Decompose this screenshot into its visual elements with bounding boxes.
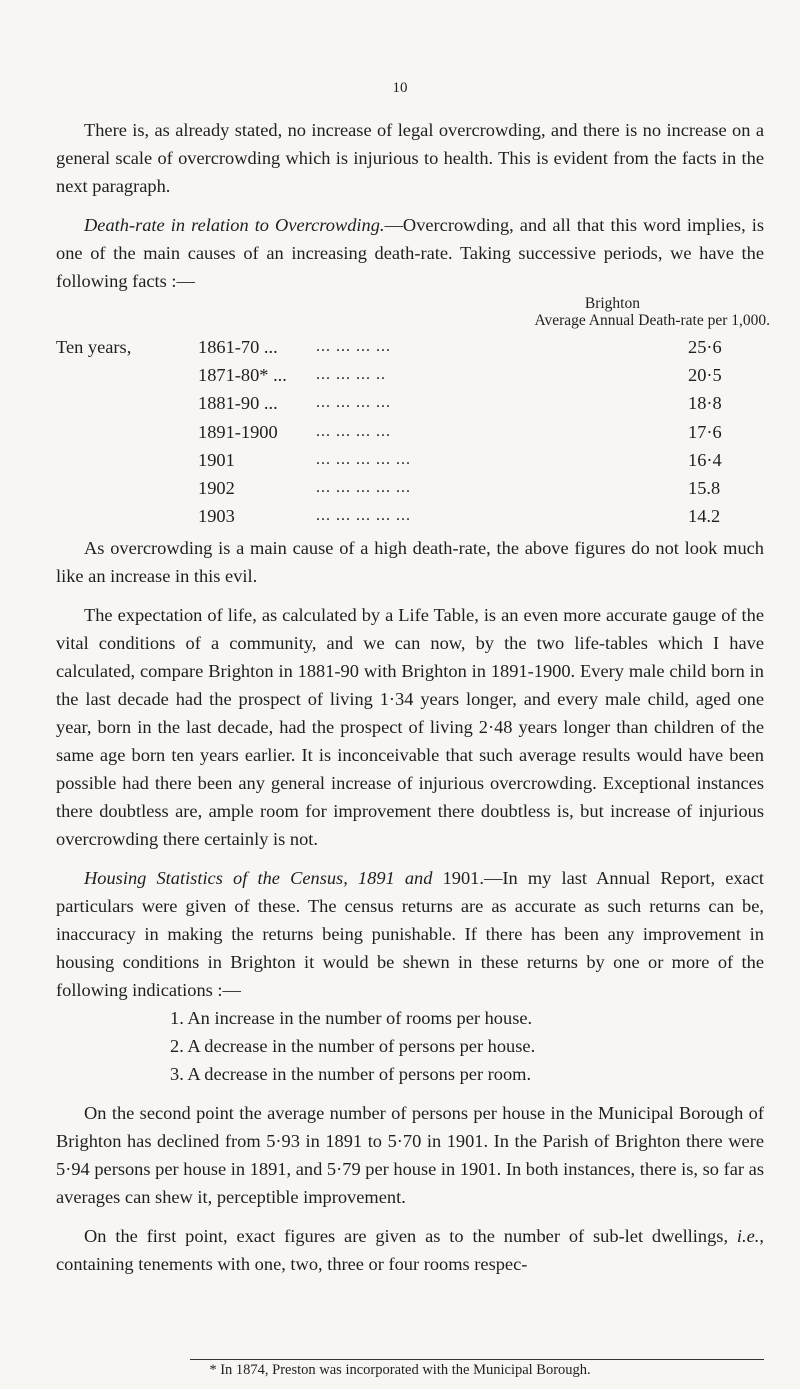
section-heading-housing-a: Housing Statistics of the Census, 1891 <box>84 868 395 889</box>
paragraph-death-rate-text: —Overcrowding, and all that this word implies, is one of the main causes of an increasing death-rate. Taking successive periods, we have the following facts :— <box>56 215 764 291</box>
paragraph-overcrowding-intro: There is, as already stated, no increase of legal overcrowding, and there is no increase on a general scale of overcrowding which is injurious to health. This is evident from the facts in the next paragraph. <box>56 120 764 196</box>
table-header <box>56 295 770 333</box>
list-item-number: 2. <box>170 1036 184 1057</box>
paragraph-death-rate <box>56 211 764 295</box>
list-item-text: A decrease in the number of persons per house. <box>187 1036 536 1057</box>
page-body <box>56 116 770 1278</box>
table-row <box>56 502 764 530</box>
sublet-text-ie: i.e. <box>736 1226 760 1247</box>
table-row-rate: 18·8 <box>688 393 722 414</box>
table-row-period: 1881-90 ... <box>198 393 278 414</box>
table-row-rate: 17·6 <box>688 421 722 442</box>
list-item <box>56 1004 764 1032</box>
paragraph-conclusion: As overcrowding is a main cause of a high death-rate, the above figures do not look much like an increase in this evil. <box>56 538 764 587</box>
table-row <box>56 474 764 502</box>
section-heading-housing-b: 1901. <box>442 868 484 889</box>
table-row-leader-dots: ... ... ... .. <box>316 366 386 384</box>
table-row-rate: 20·5 <box>688 365 722 386</box>
section-heading-housing-and: and <box>394 868 443 889</box>
table-row-period: 1902 <box>198 477 235 498</box>
paragraph-housing-statistics <box>56 864 764 1004</box>
table-row-leader-dots: ... ... ... ... <box>316 422 391 440</box>
table-row-rate: 14.2 <box>688 506 721 527</box>
list-item <box>56 1060 764 1088</box>
list-item <box>56 1032 764 1060</box>
table-row <box>56 446 764 474</box>
table-row-period: 1903 <box>198 506 235 527</box>
table-row-rate: 15.8 <box>688 477 721 498</box>
table-row-leader-dots: ... ... ... ... <box>316 394 391 412</box>
table-row-rate: 25·6 <box>688 337 722 357</box>
table-row-leader-dots: ... ... ... ... ... <box>316 450 411 468</box>
list-item-text: A decrease in the number of persons per room. <box>187 1064 532 1085</box>
section-heading-death-rate: Death-rate in relation to Overcrowding. <box>84 215 385 235</box>
table-row <box>56 389 764 417</box>
table-row-period: 1901 <box>198 449 235 470</box>
table-row-leader-dots: ... ... ... ... <box>316 338 391 355</box>
footnote-rule <box>190 1359 764 1360</box>
paragraph-sublet-dwellings <box>56 1222 764 1278</box>
sublet-text-a: On the first point, exact figures are given as to the number of sub-let dwellings, <box>84 1226 737 1247</box>
page-number: 10 <box>392 80 408 96</box>
sublet-text-b: , containing tenements with one, two, three or four rooms respec- <box>56 1226 764 1275</box>
paragraph-persons-per-house: On the second point the average number of persons per house in the Municipal Borough of Brighton has declined from 5·93 in 1891 to 5·70 in 1901. In the Parish of Brighton there were 5·94 persons per house in 1891, and 5·79 per house in 1901. In both instances, there is, so far as averages can shew it, perceptible improvement. <box>56 1103 764 1208</box>
footnote: * In 1874, Preston was incorporated with the Municipal Borough. <box>209 1362 591 1378</box>
paragraph-life-table: The expectation of life, as calculated by a Life Table, is an even more accurate gauge of the vital conditions of a community, and we can now, by the two life-tables which I have calculated, compare Brighton in 1881-90 with Brighton in 1891-1900. Every male child born in the last decade had the prospect of living 1·34 years longer, and every male child, aged one year, born in the last decade, had the prospect of living 2·48 years longer than children of the same age born ten years earlier. It is inconceivable that such average results would have been possible had there been any general increase of injurious overcrowding. Exceptional instances there doubtless are, ample room for improvement there doubtless is, but increase of injurious overcrowding there certainly is not. <box>56 605 764 850</box>
table-row-leader-dots: ... ... ... ... ... <box>316 478 411 496</box>
table-row-period: 1891-1900 <box>198 421 278 442</box>
table-row <box>56 333 764 361</box>
list-item-number: 3. <box>170 1064 184 1085</box>
table-header-measure: Average Annual Death-rate per 1,000. <box>534 312 770 329</box>
table-row-leader-dots: ... ... ... ... ... <box>316 507 411 525</box>
table-row-period: 1861-70 ... <box>198 337 278 357</box>
list-item-number: 1. <box>170 1008 184 1029</box>
table-row-rate: 16·4 <box>688 449 722 470</box>
table-row-lead-label: Ten years, <box>56 337 132 357</box>
paragraph-housing-text: —In my last Annual Report, exact particulars were given of these. The census returns are as accurate as such returns can be, inaccuracy in making the returns being punishable. If there has been any improvement in housing conditions in Brighton it would be shewn in these returns by one or more of the following indications :— <box>56 868 764 1001</box>
death-rate-table <box>56 333 764 530</box>
table-row <box>56 361 764 389</box>
list-item-text: An increase in the number of rooms per house. <box>187 1008 533 1029</box>
table-row-period: 1871-80* ... <box>198 365 287 386</box>
table-row <box>56 418 764 446</box>
indication-list <box>56 1004 764 1088</box>
table-header-place: Brighton <box>584 295 640 312</box>
